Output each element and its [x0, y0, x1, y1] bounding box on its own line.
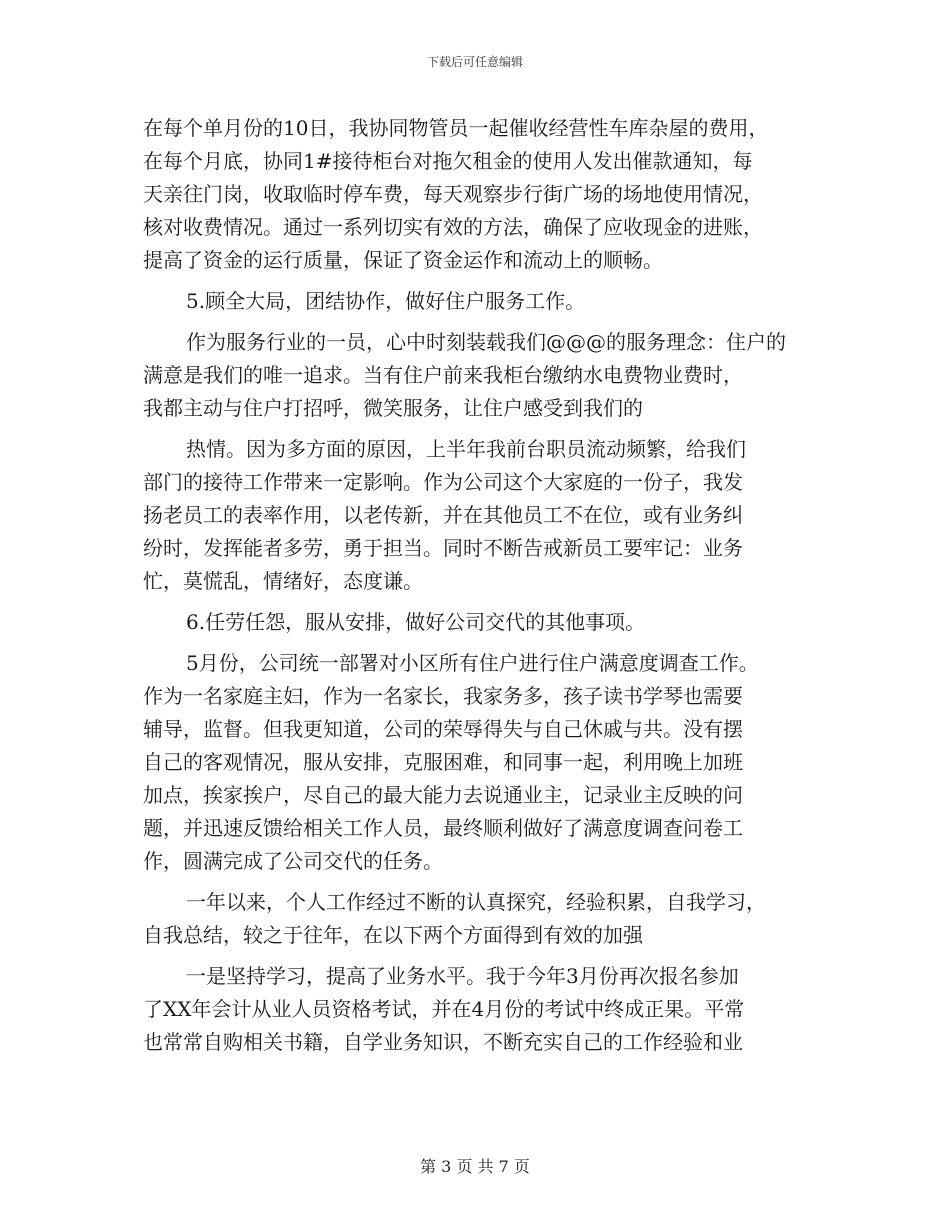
text-line: 加点，挨家挨户，尽自己的最大能力去说通业主，记录业主反映的问	[143, 783, 743, 807]
text-line: 也常常自购相关书籍，自学业务知识，不断充实自己的工作经验和业	[143, 1030, 743, 1054]
text-line: 自我总结，较之于往年，在以下两个方面得到有效的加强	[143, 923, 643, 947]
text-line: 一年以来，个人工作经过不断的认真探究，经验积累，自我学习，	[186, 890, 766, 914]
text-line: 了XX年会计从业人员资格考试，并在4月份的考试中终成正果。平常	[143, 997, 745, 1021]
text-line: 提高了资金的运行质量，保证了资金运作和流动上的顺畅。	[143, 248, 663, 272]
text-line: 题，并迅速反馈给相关工作人员，最终顺利做好了满意度调查问卷工	[143, 816, 743, 840]
text-line: 辅导，监督。但我更知道，公司的荣辱得失与自己休戚与共。没有摆	[143, 717, 743, 741]
text-line: 作为服务行业的一员，心中时刻装载我们@@@的服务理念：住户的	[186, 330, 786, 354]
text-line: 在每个月底，协同1#接待柜台对拖欠租金的使用人发出催款通知，每	[143, 149, 753, 173]
text-line: 6.任劳任怨，服从安排，做好公司交代的其他事项。	[186, 610, 646, 634]
document-body	[143, 112, 823, 1059]
paragraph	[143, 112, 823, 277]
text-line: 纷时，发挥能者多劳，勇于担当。同时不断告戒新员工要牢记：业务	[143, 536, 743, 560]
page-header: 下载后可任意编辑	[426, 55, 523, 69]
text-line: 自己的客观情况，服从安排，克服困难，和同事一起，利用晚上加班	[143, 750, 743, 774]
text-line: 5月份，公司统一部署对小区所有住户进行住户满意度调查工作。	[186, 651, 759, 675]
text-line: 我都主动与住户打招呼，微笑服务，让住户感受到我们的	[143, 396, 643, 420]
paragraph	[143, 647, 823, 878]
text-line: 忙，莫慌乱，情绪好，态度谦。	[143, 569, 423, 593]
text-line: 在每个单月份的10日，我协同物管员一起催收经营性车库杂屋的费用，	[143, 116, 769, 140]
text-line: 扬老员工的表率作用，以老传新，并在其他员工不在位，或有业务纠	[143, 503, 743, 527]
paragraph	[143, 960, 823, 1059]
text-line: 满意是我们的唯一追求。当有住户前来我柜台缴纳水电费物业费时，	[143, 363, 743, 387]
paragraph	[143, 606, 823, 639]
paragraph	[143, 886, 823, 952]
text-line: 部门的接待工作带来一定影响。作为公司这个大家庭的一份子，我发	[143, 470, 743, 494]
paragraph	[143, 433, 823, 598]
paragraph	[143, 326, 823, 425]
text-line: 核对收费情况。通过一系列切实有效的方法，确保了应收现金的进账，	[143, 215, 763, 239]
text-line: 5.顾全大局，团结协作，做好住户服务工作。	[186, 289, 586, 313]
text-line: 一是坚持学习，提高了业务水平。我于今年3月份再次报名参加	[186, 964, 739, 988]
text-line: 作，圆满完成了公司交代的任务。	[143, 849, 443, 873]
page-number: 第 3 页 共 7 页	[420, 1157, 530, 1176]
text-line: 天亲往门岗，收取临时停车费，每天观察步行街广场的场地使用情况，	[143, 182, 763, 206]
paragraph	[143, 285, 823, 318]
text-line: 热情。因为多方面的原因，上半年我前台职员流动频繁，给我们	[186, 437, 746, 461]
text-line: 作为一名家庭主妇，作为一名家长，我家务多，孩子读书学琴也需要	[143, 684, 743, 708]
